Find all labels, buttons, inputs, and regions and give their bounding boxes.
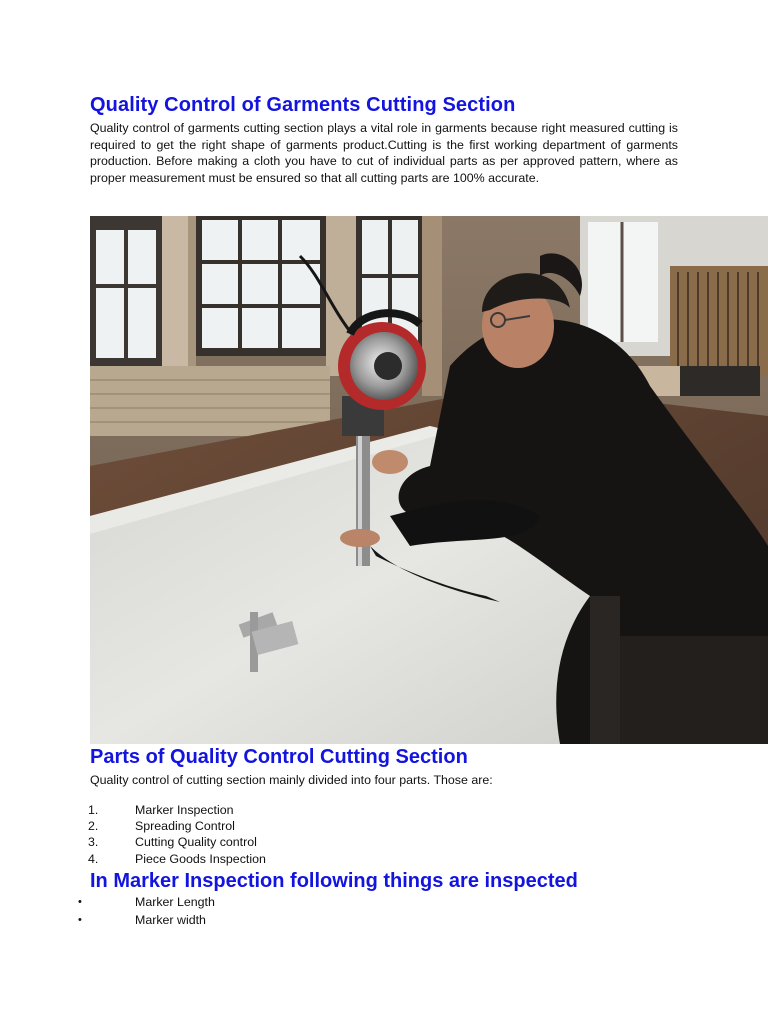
- list-item-label: Marker width: [135, 913, 206, 927]
- bullet-icon: •: [78, 896, 82, 908]
- section-title-quality-control: Quality Control of Garments Cutting Section: [90, 94, 516, 116]
- list-item-label: Marker Inspection: [135, 803, 234, 817]
- list-item-label: Piece Goods Inspection: [135, 851, 266, 866]
- list-item-number: 3.: [88, 835, 99, 850]
- cutting-machine-photo: [90, 216, 768, 744]
- bullet-icon: •: [78, 914, 82, 926]
- section-title-parts: Parts of Quality Control Cutting Section: [90, 746, 468, 768]
- list-item-label: Marker Length: [135, 895, 215, 909]
- list-item-number: 2.: [88, 819, 99, 834]
- list-item-number: 1.: [88, 803, 99, 817]
- list-item-label: Spreading Control: [135, 819, 235, 834]
- intro-paragraph: Quality control of garments cutting section plays a vital role in garments because right measured cutting is required to get the right shape of garments product.Cutting is the first working department of garments production. Before making a cloth you have to cut of individual parts as per approved pattern, where as proper measurement must be ensured so that all cutting parts are 100% accurate.: [90, 121, 678, 185]
- section-title-marker-inspection: In Marker Inspection following things are inspected: [90, 870, 578, 892]
- list-item-number: 4.: [88, 851, 99, 866]
- parts-lead-text: Quality control of cutting section mainly divided into four parts. Those are:: [90, 773, 493, 787]
- list-item-label: Cutting Quality control: [135, 835, 257, 850]
